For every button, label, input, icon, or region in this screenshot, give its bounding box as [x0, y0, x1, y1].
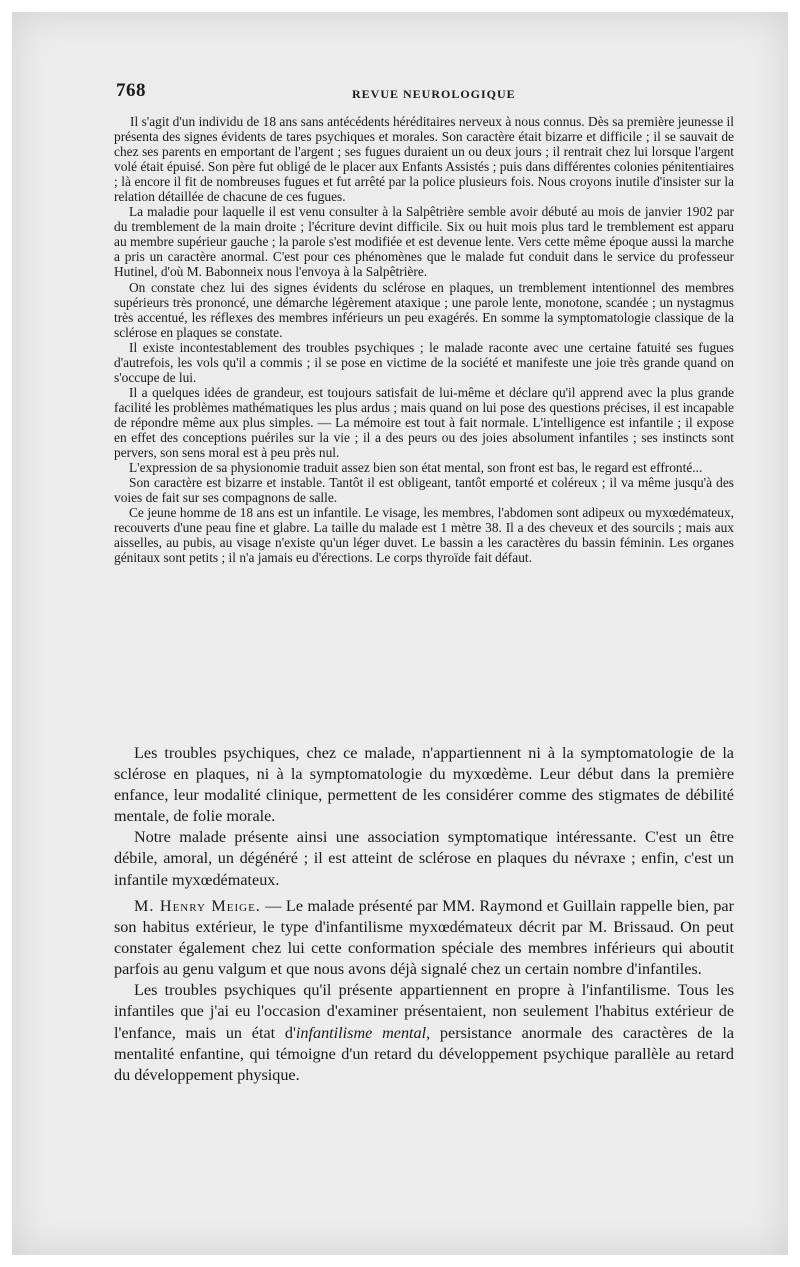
conclusion-section: [114, 743, 734, 891]
case-paragraph: Ce jeune homme de 18 ans est un infantile. Le visage, les membres, l'abdomen sont adipeux ou myxœdémateux, recouverts d'une peau fine et glabre. La taille du malade est 1 mètre 38. Il a des cheveux et des sourcils ; mais aux aisselles, au pubis, au visage n'existe qu'un léger duvet. Le bassin a les caractères du bassin féminin. Les organes génitaux sont petits ; il n'a jamais eu d'érections. Le corps thyroïde fait défaut.: [114, 505, 734, 566]
case-paragraph: Il a quelques idées de grandeur, est toujours satisfait de lui-même et déclare qu'il apprend avec la plus grande facilité les problèmes mathématiques les plus ardus ; mais quand on lui pose des questions précises, il est incapable de répondre même aux plus simples. — La mémoire est tout à fait normale. L'intelligence est infantile ; il expose en effet des conceptions puériles sur la vie ; il a des peurs ou des joies absolument infantiles ; ses instincts sont pervers, son sens moral est à peu près nul.: [114, 384, 734, 461]
italic-term: infantilisme mental: [295, 1023, 427, 1042]
running-head: REVUE NEUROLOGIQUE: [352, 87, 516, 101]
discussion-paragraph: [114, 896, 734, 980]
speaker-name: M. Henry Meige.: [134, 897, 261, 915]
scanned-page: [12, 12, 788, 1255]
page-number: 768: [116, 80, 146, 101]
discussion-text: Les troubles psychiques qu'il présente appartiennent en propre à l'infantilisme. Tous les infantiles que j'ai eu l'occasion d'examiner présentaient, non seulement l'habitus extérieur de l'enfance, mais un état d': [114, 981, 734, 1042]
case-report: [114, 114, 734, 565]
case-paragraph: L'expression de sa physionomie traduit assez bien son état mental, son front est bas, le regard est effronté...: [129, 460, 703, 476]
case-paragraph: Il s'agit d'un individu de 18 ans sans antécédents héréditaires nerveux à nous connus. Dès sa première jeunesse il présenta des signes évidents de tares psychiques et morales. Son caractère était bizarre et difficile ; il se sauvait de chez ses parents en emportant de l'argent ; ses fugues duraient un ou deux jours ; il rentrait chez lui lorsque l'argent volé était épuisé. Son père fut obligé de le placer aux Enfants Assistés ; puis dans différentes colonies pénitentiaires ; là encore il fit de nombreuses fugues et fut arrêté par la police plusieurs fois. Nous croyons inutile d'insister sur la relation détaillée de chacune de ces fugues.: [114, 114, 734, 205]
discussion-text: — Le malade présenté par MM. Raymond et Guillain rappelle bien, par son habitus extérieur, le type d'infantilisme myxœdémateux décrit par M. Brissaud. On peut constater également chez lui cette conformation spéciale des membres inférieurs qui aboutit parfois au genu valgum et que nous avons déjà signalé chez un certain nombre d'infantiles.: [114, 897, 735, 979]
case-paragraph: La maladie pour laquelle il est venu consulter à la Salpêtrière semble avoir débuté au mois de janvier 1902 par du tremblement de la main droite ; l'écriture devint difficile. Six ou huit mois plus tard le tremblement est apparu au membre supérieur gauche ; la parole s'est modifiée et est devenue lente. Vers cette même époque aussi la marche a pris un caractère anormal. C'est pour ces phénomènes que le malade fut conduit dans le service du professeur Hutinel, d'où M. Babonneix nous l'envoya à la Salpêtrière.: [114, 204, 734, 280]
conclusion-paragraph: Les troubles psychiques, chez ce malade, n'appartiennent ni à la symptomatologie de la sclérose en plaques, ni à la symptomatologie du myxœdème. Leur début dans la première enfance, leur modalité clinique, permettent de les considérer comme des stigmates de débilité mentale, de folie morale.: [114, 744, 734, 826]
discussion-section: [114, 896, 734, 1086]
case-paragraph: On constate chez lui des signes évidents du sclérose en plaques, un tremblement intentionnel des membres supérieurs très prononcé, une démarche légèrement ataxique ; une parole lente, monotone, scandée ; un nystagmus très accentué, les réflexes des membres inférieurs un peu exagérés. En somme la symptomatologie classique de la sclérose en plaques se constate.: [114, 279, 734, 340]
conclusion-paragraph: Notre malade présente ainsi une association symptomatique intéressante. C'est un être débile, amoral, un dégénéré ; il est atteint de sclérose en plaques du névraxe ; enfin, c'est un infantile myxœdémateux.: [114, 828, 734, 889]
discussion-paragraph: [114, 980, 734, 1085]
discussion-text: , persistance anormale des caractères de la mentalité enfantine, qui témoigne d'un retard du développement psychique parallèle au retard du développement physique.: [114, 1023, 735, 1084]
case-paragraph: Il existe incontestablement des troubles psychiques ; le malade raconte avec une certaine fatuité ses fugues d'autrefois, les vols qu'il a commis ; il se pose en victime de la société et manifeste une joie très grande quand on s'occupe de lui.: [114, 339, 734, 385]
case-paragraph: Son caractère est bizarre et instable. Tantôt il est obligeant, tantôt emporté et coléreux ; il va même jusqu'à des voies de fait sur ses compagnons de salle.: [114, 475, 734, 506]
